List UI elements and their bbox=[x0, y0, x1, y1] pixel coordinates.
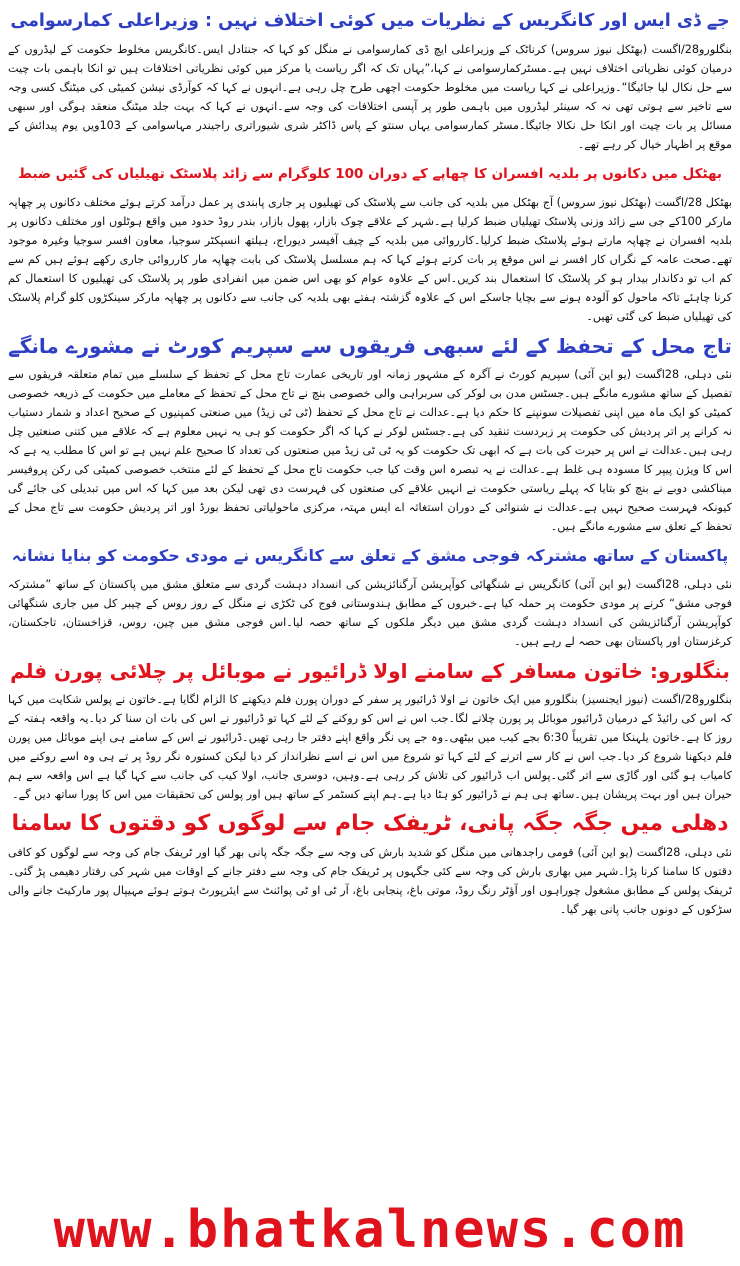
article-body-taj-mahal: نئی دہلی، 28اگست (یو این آئی) سپریم کورٹ نے آگرہ کے مشہور زمانہ اور تاریخی عمارت تاج محل کے تحفظ کے سلسلے میں تمام متعلقہ فریقوں سے تفصیل کے ساتھ مشورے مانگے ہیں۔جسٹس مدن بی لوکر کی سربراہی والی خصوصی بنچ نے تاج محل کے تحفظ کے معاملے میں حکومت کے ذریعہ خصوصی کمیٹی کو ایک ماہ میں اپنی تفصیلات سونپنے کا حکم دیا ہے۔عدالت نے تاج محل کے تحفظ (ٹی ٹی زیڈ) میں صنعتی کمپنیوں کے صحیح اعداد و شمار دستیاب نہ کرانے پر اتر پردیش کی حکومت پر زبردست تنقید کی ہے۔جسٹس لوکر نے کہا کہ اگر حکومت کو ہی یہ نہیں معلوم ہے کہ علاقے میں کتنی صنعتیں چل رہی ہیں۔عدالت نے اس پر حیرت کی بات ہے کہ ابھی تک حکومت کو یہ ٹی ٹی زیڈ میں صنعتوں کی تعداد کا صحیح علم نہیں ہے تو اس کا مطلب یہ ہے کہ اس کا ویژن پیپر کا مسودہ ہی غلط ہے۔عدالت نے یہ تبصرہ اس وقت کیا جب حکومت تاج محل کے تحفظ کے لئے منتخب خصوصی کمیٹی کی رکن پروفیسر میناکشی دوبے نے بنچ کو بتایا کہ پہلے ریاستی حکومت نے انہیں علاقے کی صنعتوں کی فہرست دی تھی لیکن بعد میں کہا کہ اس میں تبدیلی کی جائے گی کیونکہ فہرست صحیح نہیں ہے۔عدالت نے شنوائی کے دوران استغاثہ اے ایس مہتہ، مرکزی ماحولیاتی تحفظ بورڈ اور اتر پردیش حکومت سے تاج محل کے تحفظ کے تعلق سے مشورے مانگے ہیں۔ bbox=[8, 368, 732, 533]
article-taj-mahal bbox=[8, 329, 732, 536]
article-body-kumaraswamy: بنگلورو28/اگست (بھٹکل نیوز سروس) کرناٹک کے وزیراعلی ایچ ڈی کمارسوامی نے منگل کو کہا کہ جنتادل ایس۔کانگریس مخلوط حکومت کے لیڈروں کے درمیان کوئی نظریاتی اختلاف نہیں ہے۔مسٹرکمارسوامی نے کہا،”یہاں تک کہ اگر ریاست یا مرکز میں کوئی نظریاتی اختلافات ہیں تو انکا باہمی بات چیت سے حل نکال لیا جائیگا“۔وزیراعلی نے کہا ریاست میں مخلوط حکومت اچھی طرح چل رہی ہے۔انہوں نے کہا کہ کوآرڈی نیشن کمیٹی کی میٹنگ کسی وجہ سے تاخیر سے ہوتی تھی نہ کہ سینئر لیڈروں میں باہمی طور پر آپسی اختلافات کی وجہ سے۔انہوں نے کہا کہ بہت جلد میٹنگ منعقد ہوگی اور سبھی مسائل پر بات چیت اور انکا حل نکالا جائیگا۔مسٹر کمارسوامی یہاں سنتو کے پاس ڈاکٹر شری شیوراتری راجیندر مہاسوامی کے 103ویں یوم پیدائش کے موقع پر اظہار خیال کر رہے تھے۔ bbox=[8, 43, 733, 151]
article-ola-driver bbox=[8, 654, 732, 804]
headline-kumaraswamy: جے ڈی ایس اور کانگریس کے نظریات میں کوئی اختلاف نہیں : وزیراعلی کمارسوامی bbox=[10, 11, 730, 31]
article-body-delhi-rain: نئی دہلی، 28اگست (یو این آئی) قومی راجدھانی میں منگل کو شدید بارش کی وجہ سے جگہ جگہ پانی بھر گیا اور ٹریفک جام کی وجہ سے لوگوں کو کافی دقتوں کا سامنا کرنا پڑا۔شہر میں بھاری بارش کی وجہ سے کئی جگہوں پر ٹریفک جام کی وجہ سے دفتر جانے کے اوقات میں شہر کی رفتار دھیمی پڑ گئی۔ٹریفک پولس کے مطابق مشغول چوراہوں اور آؤٹر رنگ روڈ، موتی باغ، پنجابی باغ، آر ٹی او ٹی پوائنٹ سے ایئرپورٹ ہوتے ہوئے مہیپال پور مارکیٹ جانے والی سڑکوں کے دونوں جانب پانی بھر گیا۔ bbox=[8, 846, 732, 916]
article-body-plastic-raid: بھٹکل 28/اگست (بھٹکل نیوز سروس) آج بھٹکل میں بلدیہ کی جانب سے پلاسٹک کی تھیلیوں پر جاری پابندی پر عمل درآمد کرتے ہوئے مختلف دکانوں پر چھاپہ مارکر 100کے جی سے زائد وزنی پلاسٹک تھیلیاں ضبط کرلیا ہے۔شہر کے علاقے چوک بازار، پھول بازار، بندر روڈ حدود میں واقع ہوٹلوں اور مختلف دکانوں پر بلدیہ افسران نے چھاپہ مارتے ہوئے پلاسٹک ضبط کرلیا۔کارروائی میں بلدیہ کے چیف آفیسر دیوراج، ہیلتھ انسپکٹر سوجیا، معاون افسر سوجیا وغیرہ موجود تھے۔صحت عامہ کے نگراں کار افسر نے اس موقع پر بات کرتے ہوئے کہا کہ ہم مسلسل پلاسٹک کی بابت چھاپہ مار کارروائی جاری رکھے ہوئے ہیں کم سے کم اب تو دکاندار بیدار ہو کر پلاسٹک کا استعمال بند کریں۔اس کے علاوہ عوام کو بھی اس ضمن میں انفرادی طور پر پلاسٹک کی تھیلیوں کا استعمال کم کرنا چاہئے تاکہ ماحول کو آلودہ ہونے سے بچایا جاسکے اس کے علاوہ گزشتہ ہفتے بھی بلدیہ کی جانب سے دکانوں پر چھاپہ مارکر سینکڑوں کلو گرام پلاسٹک کی تھیلیاں ضبط کی گئی تھیں۔ bbox=[8, 196, 733, 323]
headline-taj-mahal: تاج محل کے تحفظ کے لئے سبھی فریقوں سے سپریم کورٹ نے مشورے مانگے bbox=[8, 334, 732, 358]
article-kumaraswamy bbox=[8, 4, 732, 154]
headline-congress-pakistan: پاکستان کے ساتھ مشترکہ فوجی مشق کے تعلق سے کانگریس نے مودی حکومت کو بنایا نشانہ bbox=[11, 546, 729, 565]
headline-ola-driver: بنگلورو: خاتون مسافر کے سامنے اولا ڈرائیور نے موبائل پر چلائی پورن فلم bbox=[10, 659, 730, 683]
article-congress-pakistan bbox=[8, 539, 732, 651]
headline-delhi-rain: دھلی میں جگہ جگہ پانی، ٹریفک جام سے لوگوں کو دقتوں کا سامنا bbox=[11, 811, 729, 836]
article-body-ola-driver: بنگلورو28/اگست (نیوز ایجنسیز) بنگلورو میں ایک خاتون نے اولا ڈرائیور پر سفر کے دوران پورن فلم دیکھنے کا الزام لگایا ہے۔خاتون نے پولس شکایت میں کہا کہ اس کی رائیڈ کے درمیان ڈرائیور موبائل پر پورن چلانے لگا۔جب اس نے اس کو روکنے کے لئے کہا تو ڈرائیور نے اس کی بات ان سنا کر دیا۔یہ واقعہ ہفتہ کے روز کا ہے۔خاتون یلہنکا میں تقریباً 6:30 بجے کیب میں بیٹھی۔وہ جے پی نگر واقع اپنے دفتر جا رہی تھیں۔ڈرائیور نے اس کے سامنے ہی اپنے موبائل میں پورن فلم دیکھنا شروع کر دیا۔جب اس نے کار سے اترنے کے لئے کہا تو شروع میں اس نے اسے نظرانداز کر دیا لیکن کستورہ نگر روڈ پر تے ہی وہ اسے روکنے میں کامیاب ہو گئی اور گاڑی سے اتر گئی۔پولس اب ڈرائیور کی تلاش کر رہی ہے۔وہیں، دوسری جانب، اولا کیب کی جانب سے کہا گیا ہے اس واقعہ سے ہم حیران ہیں اور بہت پریشان ہیں۔ساتھ ہی ہم نے ڈرائیور کو ہٹا دیا ہے۔ہم اپنے کسٹمر کے ساتھ ہیں اور پولس کی تحقیقات میں اس کا پورا ساتھ دیں گے۔ bbox=[8, 693, 732, 801]
article-delhi-rain bbox=[8, 807, 732, 919]
article-plastic-raid bbox=[8, 157, 732, 326]
article-body-congress-pakistan: نئی دہلی، 28اگست (یو این آئی) کانگریس نے شنگھائی کوآپریشن آرگنائزیشن کی انسداد دہشت گردی سے متعلق مشق میں پاکستان کے ساتھ ”مشترکہ فوجی مشق“ کرنے پر مودی حکومت پر حملہ کیا ہے۔خبروں کے مطابق ہندوستانی فوج کی ٹکڑی نے منگل کے روز روس کے چیبر کل میں جاری شنگھائی کوآپریشن آرگنائزیشن کی انسداد دہشت گردی مشق میں دیگر ملکوں کے ساتھ حصہ لیا۔اس فوجی مشق میں چین، روس، قزاخستان، تاجکستان، کرغزستان اور پاکستان بھی حصہ لے رہے ہیں۔ bbox=[8, 578, 732, 648]
headline-plastic-raid: بھٹکل میں دکانوں پر بلدیہ افسران کا چھاپے کے دوران 100 کلوگرام سے زائد پلاسٹک تھیلیاں کی گئیں ضبط bbox=[18, 166, 722, 182]
site-footer-url[interactable]: www.bhatkalnews.com bbox=[53, 1200, 687, 1260]
